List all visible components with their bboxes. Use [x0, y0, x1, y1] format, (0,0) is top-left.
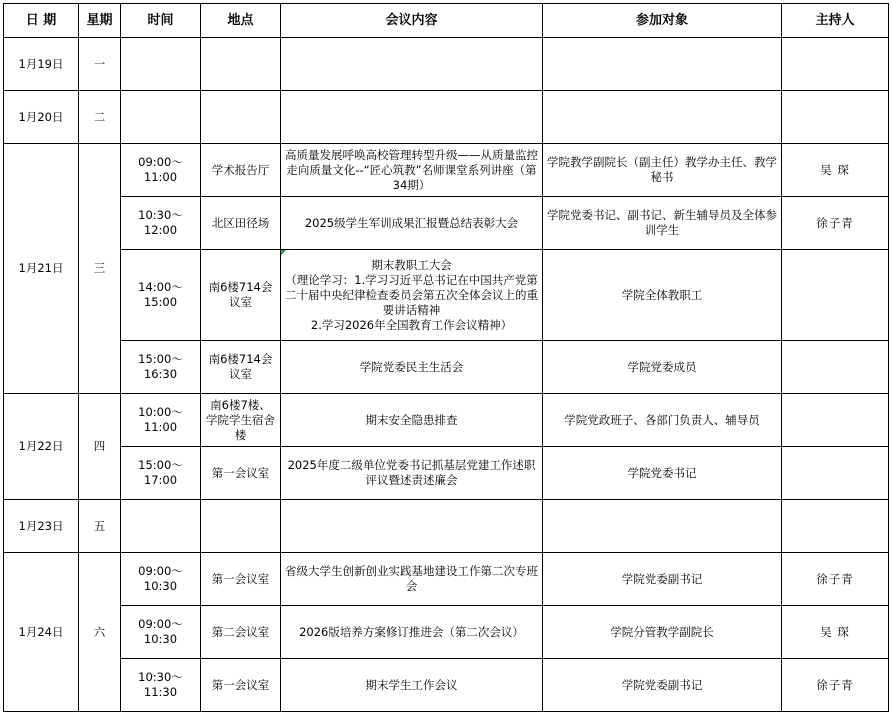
content-title: 期末教职工大会: [371, 257, 452, 272]
location-cell: 第二会议室: [201, 606, 281, 659]
header-host: 主持人: [782, 4, 889, 38]
time-end: 12:00: [143, 223, 178, 237]
time-start: 10:30～: [138, 208, 183, 222]
content-cell: 期末安全隐患排查: [281, 394, 543, 447]
content-cell: [281, 91, 543, 144]
location-cell: 南6楼714会议室: [201, 341, 281, 394]
date-cell: 1月21日: [4, 144, 79, 394]
content-cell: 2025年度二级单位党委书记抓基层党建工作述职评议暨述责述廉会: [281, 447, 543, 500]
attendees-cell: 学院党委副书记: [543, 659, 782, 712]
attendees-cell: 学院党委书记: [543, 447, 782, 500]
attendees-cell: 学院党委副书记: [543, 553, 782, 606]
time-start: 15:00～: [138, 352, 183, 366]
time-start: 09:00～: [138, 155, 183, 169]
time-end: 10:30: [143, 579, 178, 593]
header-time: 时间: [121, 4, 201, 38]
attendees-cell: [543, 38, 782, 91]
date-cell: 1月22日: [4, 394, 79, 500]
weekday-cell: 三: [79, 144, 121, 394]
attendees-cell: 学院党委成员: [543, 341, 782, 394]
date-cell: 1月24日: [4, 553, 79, 712]
table-row: [4, 500, 889, 553]
host-cell: 徐子青: [782, 197, 889, 250]
time-end: 11:00: [143, 170, 178, 184]
weekday-cell: 四: [79, 394, 121, 500]
content-cell: 学院党委民主生活会: [281, 341, 543, 394]
weekday-cell: 二: [79, 91, 121, 144]
time-start: 15:00～: [138, 458, 183, 472]
header-attendees: 参加对象: [543, 4, 782, 38]
table-row: [4, 553, 889, 606]
time-cell: [121, 197, 201, 250]
table-row: [4, 394, 889, 447]
host-cell: [782, 394, 889, 447]
attendees-cell: 学院教学副院长（副主任）教学办主任、教学秘书: [543, 144, 782, 197]
time-cell: [121, 553, 201, 606]
time-cell: [121, 606, 201, 659]
table-row: [4, 606, 889, 659]
table-row: [4, 447, 889, 500]
location-cell: 第一会议室: [201, 553, 281, 606]
content-cell: 省级大学生创新创业实践基地建设工作第二次专班会: [281, 553, 543, 606]
attendees-cell: 学院党委书记、副书记、新生辅导员及全体参训学生: [543, 197, 782, 250]
header-date: 日 期: [4, 4, 79, 38]
location-cell: 学术报告厅: [201, 144, 281, 197]
time-cell: [121, 144, 201, 197]
location-cell: [201, 500, 281, 553]
attendees-cell: 学院全体教职工: [543, 250, 782, 341]
attendees-cell: 学院党政班子、各部门负责人、辅导员: [543, 394, 782, 447]
table-row: [4, 250, 889, 341]
weekday-cell: 五: [79, 500, 121, 553]
time-start: 14:00～: [138, 280, 183, 294]
time-cell: [121, 38, 201, 91]
content-cell: [281, 38, 543, 91]
time-cell: [121, 394, 201, 447]
content-cell: 期末学生工作会议: [281, 659, 543, 712]
meeting-schedule-table: [3, 3, 889, 712]
date-cell: 1月20日: [4, 91, 79, 144]
time-end: 10:30: [143, 632, 178, 646]
host-cell: [782, 91, 889, 144]
time-start: 10:30～: [138, 670, 183, 684]
time-end: 11:00: [143, 420, 178, 434]
weekday-cell: 一: [79, 38, 121, 91]
table-row: [4, 144, 889, 197]
time-cell: [121, 659, 201, 712]
location-cell: 南6楼7楼、学院学生宿舍楼: [201, 394, 281, 447]
content-cell: [281, 500, 543, 553]
time-start: 09:00～: [138, 617, 183, 631]
host-cell: 吴 琛: [782, 606, 889, 659]
location-cell: [201, 91, 281, 144]
location-cell: [201, 38, 281, 91]
content-cell: 高质量发展呼唤高校管理转型升级——从质量监控走向质量文化--“匠心筑教”名师课堂系列讲座（第34期）: [281, 144, 543, 197]
host-cell: [782, 250, 889, 341]
weekday-cell: 六: [79, 553, 121, 712]
time-end: 15:00: [143, 295, 178, 309]
host-cell: [782, 500, 889, 553]
time-end: 11:30: [143, 685, 178, 699]
time-start: 09:00～: [138, 564, 183, 578]
time-cell: [121, 250, 201, 341]
host-cell: [782, 38, 889, 91]
date-cell: 1月19日: [4, 38, 79, 91]
attendees-cell: [543, 91, 782, 144]
time-cell: [121, 500, 201, 553]
host-cell: [782, 341, 889, 394]
content-item: 2.学习2026年全国教育工作会议精神）: [310, 317, 513, 332]
attendees-cell: 学院分管教学副院长: [543, 606, 782, 659]
table-row: [4, 341, 889, 394]
header-row: [4, 4, 889, 38]
host-cell: 徐子青: [782, 659, 889, 712]
location-cell: 第一会议室: [201, 447, 281, 500]
host-cell: 吴 琛: [782, 144, 889, 197]
time-cell: [121, 341, 201, 394]
location-cell: 第一会议室: [201, 659, 281, 712]
header-content: 会议内容: [281, 4, 543, 38]
host-cell: 徐子青: [782, 553, 889, 606]
time-end: 16:30: [143, 367, 178, 381]
date-cell: 1月23日: [4, 500, 79, 553]
content-body: （理论学习：1.学习习近平总书记在中国共产党第二十届中央纪律检查委员会第五次全体会议上的重要讲话精神: [285, 272, 538, 317]
table-row: [4, 659, 889, 712]
table-row: [4, 197, 889, 250]
content-cell: 2025级学生军训成果汇报暨总结表彰大会: [281, 197, 543, 250]
table-row: [4, 91, 889, 144]
header-location: 地点: [201, 4, 281, 38]
time-end: 17:00: [143, 473, 178, 487]
location-cell: 北区田径场: [201, 197, 281, 250]
time-cell: [121, 447, 201, 500]
time-start: 10:00～: [138, 405, 183, 419]
time-cell: [121, 91, 201, 144]
location-cell: 南6楼714会议室: [201, 250, 281, 341]
attendees-cell: [543, 500, 782, 553]
content-cell: [281, 250, 543, 341]
table-row: [4, 38, 889, 91]
host-cell: [782, 447, 889, 500]
cell-comment-marker: [281, 250, 286, 255]
header-day: 星期: [79, 4, 121, 38]
content-cell: 2026版培养方案修订推进会（第二次会议）: [281, 606, 543, 659]
